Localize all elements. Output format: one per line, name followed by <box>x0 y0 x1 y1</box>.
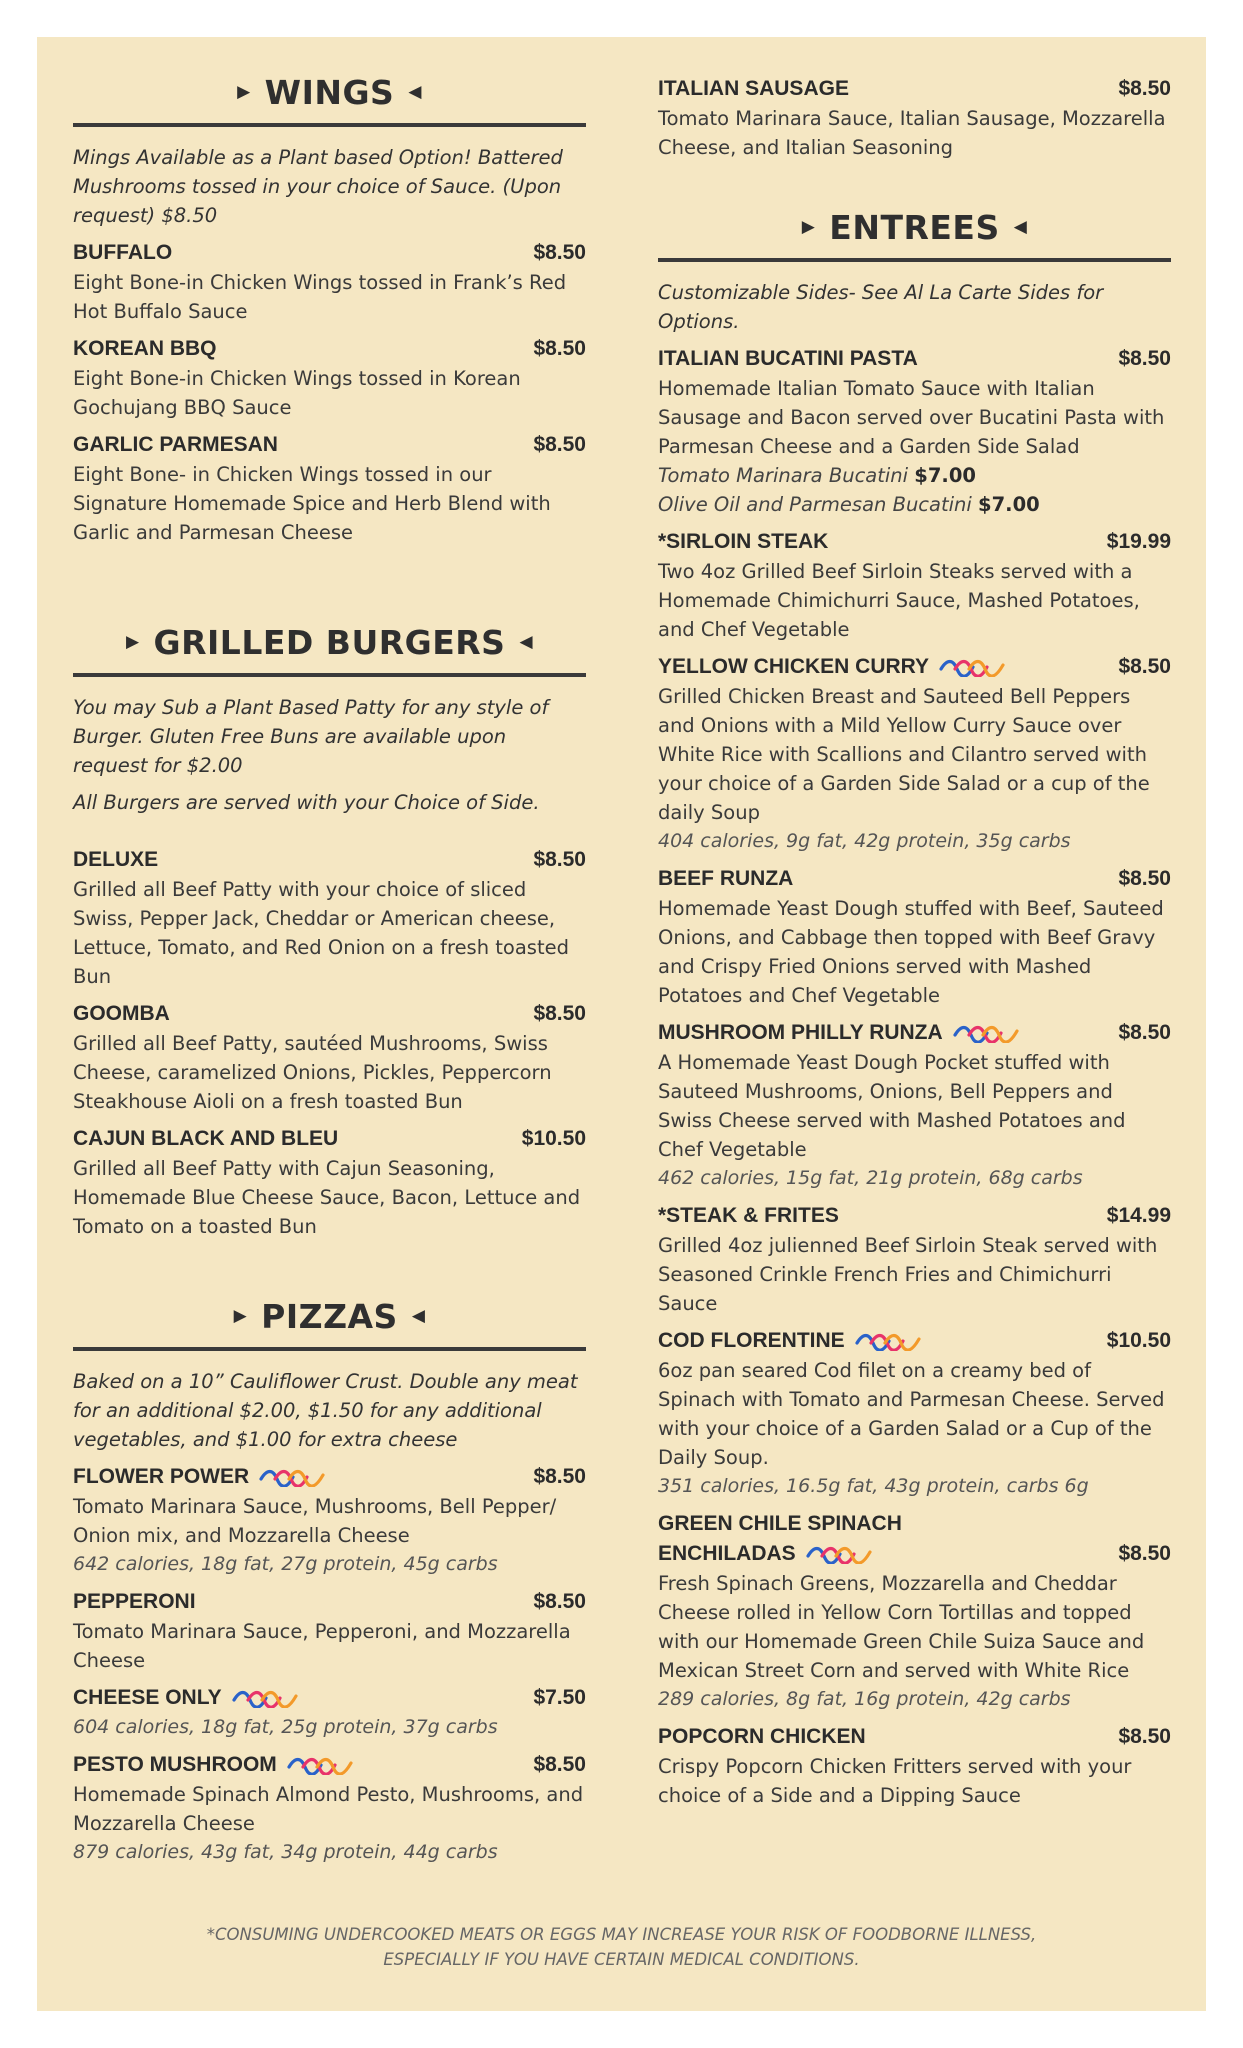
item-description: Tomato Marinara Sauce, Italian Sausage, Mozzarella Cheese, and Italian Seasoning <box>658 107 1166 159</box>
item-name: BUFFALO <box>73 241 173 264</box>
item-variant <box>658 490 1171 519</box>
section-title-burgers <box>73 621 586 663</box>
wave-icon <box>232 1688 300 1708</box>
item-name: KOREAN BBQ <box>73 337 217 360</box>
item-name: ITALIAN SAUSAGE <box>658 77 849 100</box>
arrow-right-icon: ▶ <box>233 1306 248 1326</box>
item-name: CHEESE ONLY <box>73 1686 222 1709</box>
item-price: $8.50 <box>1118 1542 1171 1565</box>
menu-item <box>73 845 586 991</box>
item-name: PEPPERONI <box>73 1590 196 1613</box>
menu-item <box>73 1750 586 1867</box>
menu-item-italian-sausage <box>658 74 1171 162</box>
burgers-note: You may Sub a Plant Based Patty for any style of Burger. Gluten Free Buns are available upon request for $2.00 <box>73 696 549 777</box>
item-description: A Homemade Yeast Dough Pocket stuffed with Sauteed Mushrooms, Onions, Bell Peppers and Swiss Cheese served with Mashed Potatoes and Chef Vegetable <box>658 1051 1126 1161</box>
item-description: Eight Bone-in Chicken Wings tossed in Frank’s Red Hot Buffalo Sauce <box>73 271 567 323</box>
item-name: POPCORN CHICKEN <box>658 1725 866 1748</box>
wave-icon <box>939 657 1007 677</box>
wave-icon <box>953 1023 1021 1043</box>
entrees-title: ENTREES <box>829 207 1000 247</box>
item-price: $8.50 <box>1118 867 1171 890</box>
item-price: $8.50 <box>1118 77 1171 100</box>
item-name: CAJUN BLACK AND BLEU <box>73 1127 339 1150</box>
burgers-title: GRILLED BURGERS <box>153 622 506 662</box>
item-price: $8.50 <box>1118 655 1171 678</box>
entrees-note: Customizable Sides- See Al La Carte Sides for Options. <box>658 281 1104 333</box>
menu-item <box>658 527 1171 644</box>
left-column <box>73 37 586 1863</box>
variant-price: $7.00 <box>914 464 976 487</box>
item-price: $14.99 <box>1106 1204 1171 1227</box>
menu-page <box>37 37 1206 2011</box>
menu-item <box>73 238 586 326</box>
menu-item <box>658 1201 1171 1318</box>
section-divider <box>73 673 586 677</box>
menu-item <box>73 1462 586 1579</box>
item-price: $8.50 <box>533 1465 586 1488</box>
item-nutrition: 351 calories, 16.5g fat, 43g protein, carbs 6g <box>658 1475 1089 1497</box>
wave-icon <box>287 1755 355 1775</box>
wings-section <box>73 37 586 547</box>
item-price: $7.50 <box>533 1686 586 1709</box>
item-price: $8.50 <box>1118 1725 1171 1748</box>
item-price: $10.50 <box>521 1127 586 1150</box>
section-divider <box>73 123 586 127</box>
item-nutrition: 642 calories, 18g fat, 27g protein, 45g carbs <box>73 1553 498 1575</box>
item-description: Grilled all Beef Patty with your choice of sliced Swiss, Pepper Jack, Cheddar or American cheese, Lettuce, Tomato, and Red Onion on a fresh toasted Bun <box>73 878 569 988</box>
item-name: DELUXE <box>73 848 159 871</box>
burgers-section <box>73 621 586 1249</box>
menu-item <box>658 1509 1171 1714</box>
item-name: GOOMBA <box>73 1002 170 1025</box>
item-description: Two 4oz Grilled Beef Sirloin Steaks served with a Homemade Chimichurri Sauce, Mashed Potatoes, and Chef Vegetable <box>658 560 1140 641</box>
item-description: Fresh Spinach Greens, Mozzarella and Cheddar Cheese rolled in Yellow Corn Tortillas and topped with our Homemade Green Chile Suiza Sauce and Mexican Street Corn and served with White Rice <box>658 1572 1145 1682</box>
item-price: $8.50 <box>533 848 586 871</box>
item-description: Grilled 4oz julienned Beef Sirloin Steak served with Seasoned Crinkle French Fries and Chimichurri Sauce <box>658 1234 1158 1315</box>
menu-item <box>658 1722 1171 1810</box>
item-nutrition: 879 calories, 43g fat, 34g protein, 44g carbs <box>73 1841 498 1863</box>
item-description: Homemade Spinach Almond Pesto, Mushrooms, and Mozzarella Cheese <box>73 1783 584 1835</box>
menu-item <box>73 1124 586 1241</box>
variant-name: Tomato Marinara Bucatini <box>658 464 909 487</box>
item-nutrition: 462 calories, 15g fat, 21g protein, 68g carbs <box>658 1167 1083 1189</box>
item-description: Grilled Chicken Breast and Sauteed Bell Peppers and Onions with a Mild Yellow Curry Sauce over White Rice with Scallions and Cilantro served with your choice of a Garden Side Salad or a cup of the daily Soup <box>658 685 1150 824</box>
item-name-continued: ENCHILADAS <box>658 1542 796 1565</box>
item-description: Eight Bone- in Chicken Wings tossed in our Signature Homemade Spice and Herb Blend with Garlic and Parmesan Cheese <box>73 463 551 544</box>
arrow-left-icon: ◀ <box>408 82 422 102</box>
section-title-wings <box>73 71 586 113</box>
item-description: Homemade Italian Tomato Sauce with Italian Sausage and Bacon served over Bucatini Pasta with Parmesan Cheese and a Garden Side Salad <box>658 377 1165 458</box>
item-price: $8.50 <box>533 433 586 456</box>
disclaimer-line: *CONSUMING UNDERCOOKED MEATS OR EGGS MAY INCREASE YOUR RISK OF FOODBORNE ILLNESS, <box>206 1925 1037 1944</box>
item-description: Homemade Yeast Dough stuffed with Beef, Sauteed Onions, and Cabbage then topped with Beef Gravy and Crispy Fried Onions served with Mashed Potatoes and Chef Vegetable <box>658 897 1164 1007</box>
item-name: *SIRLOIN STEAK <box>658 530 829 553</box>
item-description: Tomato Marinara Sauce, Mushrooms, Bell Pepper/ Onion mix, and Mozzarella Cheese <box>73 1495 557 1547</box>
item-price: $8.50 <box>533 1753 586 1776</box>
arrow-right-icon: ▶ <box>237 82 251 102</box>
item-price: $8.50 <box>533 337 586 360</box>
section-divider <box>73 1347 586 1351</box>
item-nutrition: 404 calories, 9g fat, 42g protein, 35g carbs <box>658 830 1071 852</box>
disclaimer-footer <box>37 1922 1206 1972</box>
item-variant <box>658 461 1171 490</box>
right-column <box>658 37 1171 1818</box>
wings-note: Mings Available as a Plant based Option! Battered Mushrooms tossed in your choice of Sauce. (Upon request) $8.50 <box>73 146 563 227</box>
item-nutrition: 604 calories, 18g fat, 25g protein, 37g carbs <box>73 1716 498 1738</box>
item-description: Grilled all Beef Patty, sautéed Mushrooms, Swiss Cheese, caramelized Onions, Pickles, Peppercorn Steakhouse Aioli on a fresh toasted Bun <box>73 1032 552 1113</box>
wings-title: WINGS <box>264 72 395 112</box>
item-name: FLOWER POWER <box>73 1465 250 1488</box>
item-name: MUSHROOM PHILLY RUNZA <box>658 1021 943 1044</box>
item-name: GARLIC PARMESAN <box>73 433 278 456</box>
wave-icon <box>259 1467 327 1487</box>
arrow-left-icon: ◀ <box>411 1306 426 1326</box>
menu-item <box>658 344 1171 519</box>
item-description: Grilled all Beef Patty with Cajun Seasoning, Homemade Blue Cheese Sauce, Bacon, Lettuce and Tomato on a toasted Bun <box>73 1157 581 1238</box>
wave-icon <box>855 1331 923 1351</box>
menu-item <box>658 1018 1171 1193</box>
item-price: $19.99 <box>1106 530 1171 553</box>
section-title-entrees <box>658 206 1171 248</box>
menu-item <box>658 1326 1171 1501</box>
burgers-note-side: All Burgers are served with your Choice of Side. <box>73 791 540 814</box>
item-nutrition: 289 calories, 8g fat, 16g protein, 42g carbs <box>658 1688 1071 1710</box>
item-price: $10.50 <box>1106 1329 1171 1352</box>
menu-item <box>73 999 586 1116</box>
wave-icon <box>806 1544 874 1564</box>
item-name: BEEF RUNZA <box>658 867 794 890</box>
variant-price: $7.00 <box>978 493 1040 516</box>
menu-item <box>658 864 1171 1010</box>
disclaimer-line: ESPECIALLY IF YOU HAVE CERTAIN MEDICAL CONDITIONS. <box>383 1950 860 1969</box>
item-price: $8.50 <box>1118 347 1171 370</box>
menu-item <box>658 652 1171 856</box>
item-price: $8.50 <box>1118 1021 1171 1044</box>
menu-item <box>73 334 586 422</box>
variant-name: Olive Oil and Parmesan Bucatini <box>658 493 972 516</box>
item-price: $8.50 <box>533 241 586 264</box>
section-title-pizzas <box>73 1295 586 1337</box>
item-description: Tomato Marinara Sauce, Pepperoni, and Mozzarella Cheese <box>73 1620 571 1672</box>
arrow-left-icon: ◀ <box>1013 217 1028 237</box>
entrees-section <box>658 206 1171 1810</box>
item-description: 6oz pan seared Cod filet on a creamy bed of Spinach with Tomato and Parmesan Cheese. Served with your choice of a Garden Salad or a Cup of the Daily Soup. <box>658 1359 1165 1469</box>
pizzas-note: Baked on a 10” Cauliflower Crust. Double any meat for an additional $2.00, $1.50 for any additional vegetables, and $1.00 for extra cheese <box>73 1370 578 1451</box>
arrow-right-icon: ▶ <box>125 632 140 652</box>
item-description: Crispy Popcorn Chicken Fritters served with your choice of a Side and a Dipping Sauce <box>658 1755 1132 1807</box>
pizzas-section <box>73 1295 586 1875</box>
item-name: GREEN CHILE SPINACH <box>658 1512 902 1535</box>
item-name: YELLOW CHICKEN CURRY <box>658 655 930 678</box>
item-name: COD FLORENTINE <box>658 1329 845 1352</box>
item-price: $8.50 <box>533 1002 586 1025</box>
menu-item <box>73 1683 586 1742</box>
arrow-right-icon: ▶ <box>801 217 816 237</box>
item-description: Eight Bone-in Chicken Wings tossed in Korean Gochujang BBQ Sauce <box>73 367 521 419</box>
item-name: *STEAK & FRITES <box>658 1204 839 1227</box>
menu-item <box>73 1587 586 1675</box>
item-name: PESTO MUSHROOM <box>73 1753 277 1776</box>
pizzas-title: PIZZAS <box>261 1296 398 1336</box>
arrow-left-icon: ◀ <box>519 632 534 652</box>
item-price: $8.50 <box>533 1590 586 1613</box>
section-divider <box>658 258 1171 262</box>
menu-item <box>73 430 586 547</box>
item-name: ITALIAN BUCATINI PASTA <box>658 347 918 370</box>
